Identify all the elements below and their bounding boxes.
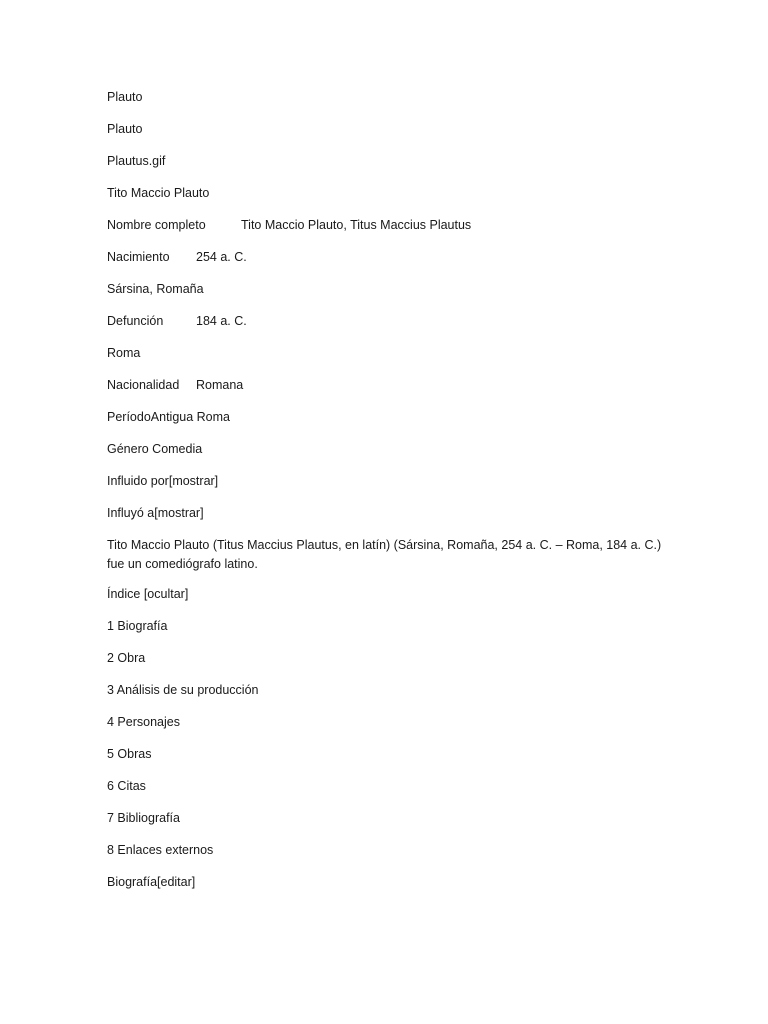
index-item-enlaces: 8 Enlaces externos <box>107 843 214 857</box>
index-item-bibliografia: 7 Bibliografía <box>107 811 180 825</box>
infobox-defuncion-label: Defunción <box>107 314 164 328</box>
index-item-analisis: 3 Análisis de su producción <box>107 683 259 697</box>
infobox-nacimiento-value: 254 a. C. <box>196 250 247 264</box>
index-heading: Índice [ocultar] <box>107 587 189 601</box>
infobox-nacionalidad-row <box>107 376 667 396</box>
title-line-repeat: Plauto <box>107 122 143 136</box>
index-item-obras: 5 Obras <box>107 747 152 761</box>
infobox-defuncion-place: Roma <box>107 346 141 360</box>
infobox-nacimiento-row <box>107 248 667 268</box>
infobox-defuncion-row <box>107 312 667 332</box>
infobox-nacionalidad-value: Romana <box>196 378 244 392</box>
infobox-influido-por: Influido por[mostrar] <box>107 474 219 488</box>
document-body <box>107 88 667 905</box>
index-item-citas: 6 Citas <box>107 779 146 793</box>
infobox-nombre-value: Tito Maccio Plauto, Titus Maccius Plautus <box>241 218 472 232</box>
index-item-personajes: 4 Personajes <box>107 715 180 729</box>
infobox-nacimiento-place: Sársina, Romaña <box>107 282 204 296</box>
image-filename: Plautus.gif <box>107 154 166 168</box>
infobox-nombre-row <box>107 216 667 236</box>
section-heading-biografia: Biografía[editar] <box>107 875 196 889</box>
infobox-periodo: PeríodoAntigua Roma <box>107 410 230 424</box>
image-caption: Tito Maccio Plauto <box>107 186 210 200</box>
title-line: Plauto <box>107 90 143 104</box>
intro-paragraph: Tito Maccio Plauto (Titus Maccius Plautus, en latín) (Sársina, Romaña, 254 a. C. – Roma, 184 a. C.) fue un comediógrafo latino. <box>107 538 662 571</box>
infobox-genero: Género Comedia <box>107 442 203 456</box>
index-item-obra: 2 Obra <box>107 651 146 665</box>
infobox-influyo-a: Influyó a[mostrar] <box>107 506 204 520</box>
infobox-nacionalidad-label: Nacionalidad <box>107 378 180 392</box>
infobox-nombre-label: Nombre completo <box>107 218 206 232</box>
infobox-nacimiento-label: Nacimiento <box>107 250 170 264</box>
index-item-biografia: 1 Biografía <box>107 619 168 633</box>
infobox-defuncion-value: 184 a. C. <box>196 314 247 328</box>
index-list <box>107 617 667 861</box>
